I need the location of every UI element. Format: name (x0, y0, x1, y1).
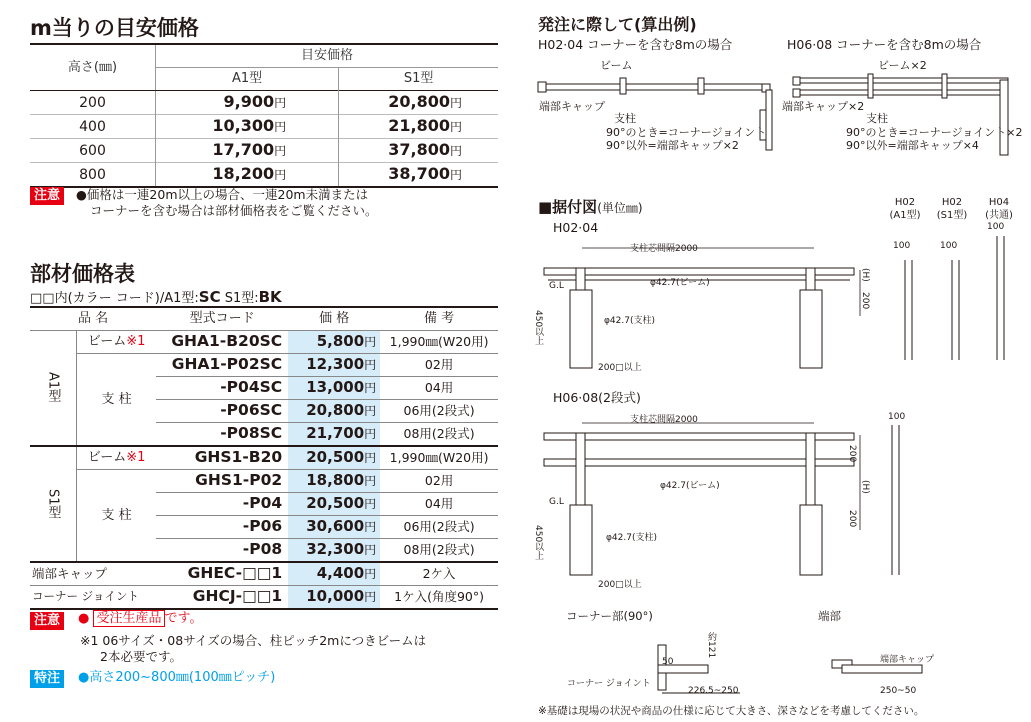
order-left-caption: H02·04 コーナーを含む8mの場合 (538, 37, 733, 52)
beam-dia-label: φ42.7(ビーム) (660, 481, 720, 491)
estimate-title: m当りの目安価格 (30, 16, 199, 40)
corner-note-right: 90°のとき=コーナージョイント×2 90°以外=端部キャップ×4 (846, 126, 1023, 152)
group-a1: A1型 (30, 330, 77, 446)
type-h02-a1: H02 (A1型) (889, 197, 921, 221)
depth-label: 450以上 (533, 525, 543, 561)
group-s1: S1型 (30, 446, 77, 562)
cap-label-left: 端部キャップ (539, 100, 605, 113)
caution-badge: 注意 (30, 612, 64, 630)
note-text: ※1 06サイズ・08サイズの場合、柱ピッチ2mにつきビームは 2本必要です。 (80, 633, 427, 664)
col-height: 高さ(㎜) (30, 44, 156, 91)
post-label-left: 支柱 (614, 112, 636, 125)
table-row: -P06 30,600円 06用(2段式) (30, 515, 498, 538)
table-row: 支 柱 GHA1-P02SC 12,300円 02用 (30, 353, 498, 376)
table-row: 支 柱 GHS1-P02 18,800円 02用 (30, 469, 498, 492)
dim-100: 100 (893, 241, 911, 251)
table-row: 600 17,700円 37,800円 (30, 139, 498, 163)
dim-200: 200 (847, 445, 857, 463)
h0608-label: H06·08(2段式) (553, 390, 641, 405)
table-row: 400 10,300円 21,800円 (30, 115, 498, 139)
beam-label-right: ビーム×2 (878, 59, 927, 72)
post-dia-label: φ42.7(支柱) (606, 533, 657, 543)
dim-200: 200 (847, 510, 857, 528)
color-code-note: □□内(カラー コード)/A1型:SC S1型:BK (30, 288, 282, 306)
dim-100: 100 (987, 222, 1005, 232)
post-dia-label: φ42.7(支柱) (604, 316, 655, 326)
h-label: (H) (860, 268, 870, 282)
table-row: 800 18,200円 38,700円 (30, 163, 498, 188)
post-label-s1: 支 柱 (77, 469, 157, 562)
gl-label: G.L (549, 497, 564, 507)
table-row: 端部キャップ GHEC-□□1 4,400円 2ケ入 (30, 562, 498, 586)
table-row: S1型 ビーム※1 GHS1-B20 20,500円 1,990㎜(W20用) (30, 446, 498, 470)
caution-badge: 注意 (30, 187, 64, 205)
order-right-caption: H06·08 コーナーを含む8mの場合 (787, 37, 982, 52)
pitch-label: 支柱芯間隔2000 (630, 415, 698, 425)
end-cap-label: 端部キャップ (880, 655, 935, 665)
depth-label: 450以上 (533, 310, 543, 346)
gl-label: G.L (549, 281, 564, 291)
beam-left (542, 84, 770, 90)
table-row: 200 9,900円 20,800円 (30, 91, 498, 115)
corner-note-left: 90°のとき=コーナージョイント 90°以外=端部キャップ×2 (606, 126, 767, 152)
parts-table (30, 306, 498, 610)
table-row: コーナー ジョイント GHCJ-□□1 10,000円 1ケ入(角度90°) (30, 585, 498, 609)
end-title: 端部 (818, 609, 841, 623)
table-row: -P08SC 21,700円 08用(2段式) (30, 422, 498, 446)
h0204-label: H02·04 (553, 220, 599, 235)
beam-dia-label: φ42.7(ビーム) (650, 278, 710, 288)
dim-100: 100 (940, 241, 958, 251)
table-row: -P04 20,500円 04用 (30, 492, 498, 515)
order-title: 発注に際して(算出例) (538, 15, 697, 34)
dim-100: 100 (888, 412, 906, 422)
order-note: ● 受注生産品 です。 (78, 611, 203, 626)
h-label: (H) (860, 480, 870, 494)
special-order-text: ●高さ200~800㎜(100㎜ピッチ) (78, 670, 276, 685)
footing-label: 200□以上 (598, 580, 642, 590)
col-a1: A1型 (156, 68, 339, 91)
special-order-badge: 特注 (30, 670, 64, 688)
dim-200: 200 (860, 292, 870, 310)
table-row: A1型 ビーム※1 GHA1-B20SC 5,800円 1,990㎜(W20用) (30, 330, 498, 353)
end-dim: 250~50 (880, 686, 917, 696)
note-text: ●価格は一連20m以上の場合、一連20m未満または コーナーを含む場合は部材価格表をご覧ください。 (76, 187, 378, 218)
beam-label-left: ビーム (600, 59, 633, 72)
table-row: -P06SC 20,800円 06用(2段式) (30, 399, 498, 422)
table-row: -P04SC 13,000円 04用 (30, 376, 498, 399)
footing-label: 200□以上 (598, 363, 642, 373)
made-to-order-label: 受注生産品 (93, 610, 164, 627)
estimate-table (30, 43, 498, 188)
install-diagram-h0608 (530, 405, 1030, 585)
corner-dim3: 50 (662, 657, 674, 667)
cap-label-right: 端部キャップ×2 (782, 100, 865, 113)
col-price: 目安価格 (156, 44, 499, 68)
table-header: 品 名 型式コード 価 格 備 考 (30, 307, 498, 330)
post-label-a1: 支 柱 (77, 353, 157, 446)
pitch-label: 支柱芯間隔2000 (630, 244, 698, 254)
post-label-right: 支柱 (866, 112, 888, 125)
parts-title: 部材価格表 (30, 262, 135, 286)
type-h04: H04 (共通) (985, 197, 1013, 221)
corner-dim2: 約121 (706, 632, 716, 659)
col-s1: S1型 (403, 71, 434, 86)
table-row: -P08 32,300円 08用(2段式) (30, 538, 498, 562)
footnote: ※基礎は現場の状況や商品の仕様に応じて大きさ、深さなどを考慮してください。 (538, 705, 925, 717)
corner-joint-label: コーナー ジョイント (567, 679, 651, 689)
corner-title: コーナー部(90°) (566, 609, 653, 623)
corner-dim1: 226.5~250 (688, 686, 739, 696)
type-h02-s1: H02 (S1型) (936, 197, 968, 221)
install-title: ■据付図(単位㎜) (538, 198, 643, 216)
